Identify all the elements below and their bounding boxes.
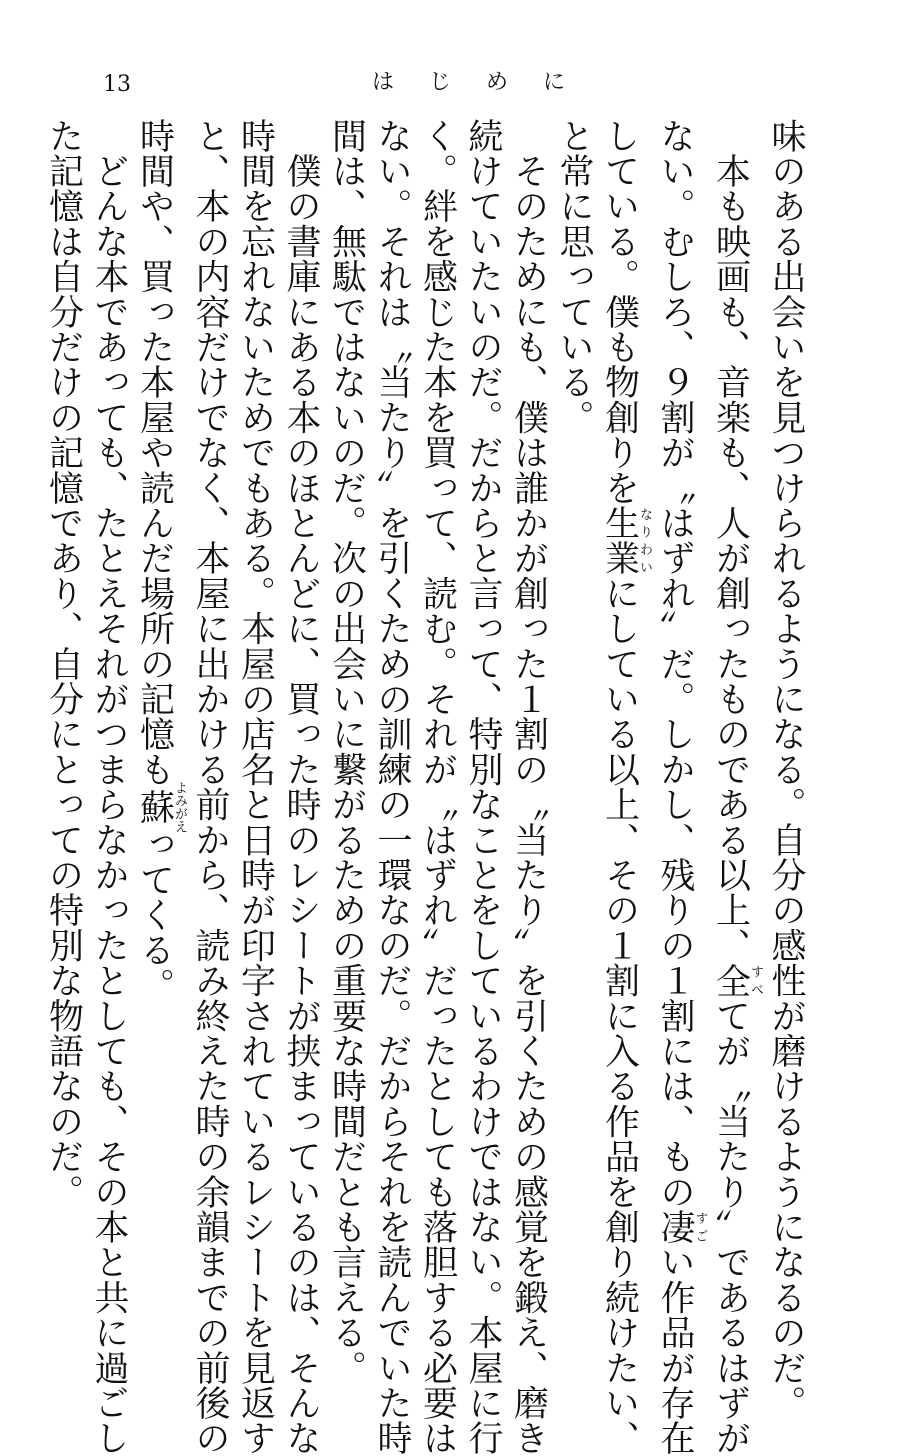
text-line	[40, 118, 86, 1233]
text-segment: にしている以上、その１割に入る作品を創り続けたい、	[599, 575, 640, 1456]
body-text	[43, 118, 808, 1456]
ruby-annotation	[599, 505, 652, 576]
text-line	[278, 118, 324, 1456]
text-segment: と常に思っている。	[554, 118, 594, 435]
ruby-base: 凄	[655, 1209, 695, 1245]
text-line	[187, 118, 233, 1456]
text-segment: そのためにも、僕は誰かが創った１割の〝当たり〟を引くための感覚を鍛え、磨き	[508, 118, 549, 1456]
text-line	[460, 118, 506, 1456]
ruby-annotation	[134, 780, 187, 833]
ruby-reading: すべ	[748, 962, 763, 999]
text-segment: 本も映画も、音楽も、人が創ったものである以上、	[710, 118, 751, 963]
text-segment: どんな本であっても、たとえそれがつまらなかったとしても、その本と共に過ごし	[89, 118, 129, 1456]
running-title: はじめに	[372, 70, 601, 95]
text-segment: く。絆を感じた本を買って、読む。それが〝はずれ〟だったとしても落胆する必要は	[417, 118, 458, 1456]
text-segment: 味のある出会いを見つけられるようになる。自分の感性が磨けるようになるのだ。	[766, 118, 806, 1421]
ruby-annotation	[710, 962, 763, 999]
text-line	[652, 118, 708, 1456]
text-line	[323, 118, 369, 1386]
text-line	[763, 118, 809, 1421]
text-line	[551, 118, 597, 1233]
text-segment: している。僕も物創りを	[599, 118, 640, 506]
text-segment: ない。それは〝当たり〟を引くための訓練の一環なのだ。だからそれを読んでいた時	[372, 118, 412, 1456]
text-segment: い作品が存在	[655, 1244, 695, 1456]
text-segment: 続けていたいのだ。だからと言って、特別なことをしているわけではない。本屋に行	[463, 118, 503, 1456]
text-line	[596, 118, 652, 1456]
ruby-reading: なりわい	[637, 505, 652, 576]
ruby-reading: すご	[692, 1209, 708, 1245]
text-segment: た記憶は自分だけの記憶であり、自分にとっての特別な物語なのだ。	[43, 118, 84, 1210]
text-line	[505, 118, 551, 1456]
text-line	[707, 118, 763, 1456]
ruby-base: 蘇	[134, 780, 175, 833]
text-segment: 時間や、買った本屋や読んだ場所の記憶も	[134, 118, 175, 787]
page-number: 13	[103, 72, 131, 97]
text-segment: と、本の内容だけでなく、本屋に出かける前から、読み終えた時の余韻までの前後の	[190, 118, 230, 1456]
text-line	[86, 118, 132, 1456]
text-line	[414, 118, 460, 1456]
ruby-annotation	[655, 1209, 708, 1245]
text-segment: ない。むしろ、９割が〝はずれ〟だ。しかし、残りの１割には、もの	[655, 118, 695, 1210]
ruby-base: 全	[710, 962, 751, 999]
text-line	[232, 118, 278, 1456]
text-segment: 時間を忘れないためでもある。本屋の店名と日時が印字されているレシートを見返す	[235, 118, 276, 1456]
text-segment: てが〝当たり〟であるはずが	[710, 998, 751, 1456]
text-segment: ってくる。	[134, 826, 175, 1003]
text-segment: 間は、無駄ではないのだ。次の出会いに繋がるための重要な時間だとも言える。	[326, 118, 367, 1386]
ruby-base: 生業	[599, 505, 640, 576]
text-line	[369, 118, 415, 1456]
ruby-reading: よみがえ	[172, 780, 187, 833]
text-line	[131, 118, 187, 1233]
text-segment: 僕の書庫にある本のほとんどに、買った時のレシートが挟まっているのは、そんな	[281, 118, 321, 1456]
